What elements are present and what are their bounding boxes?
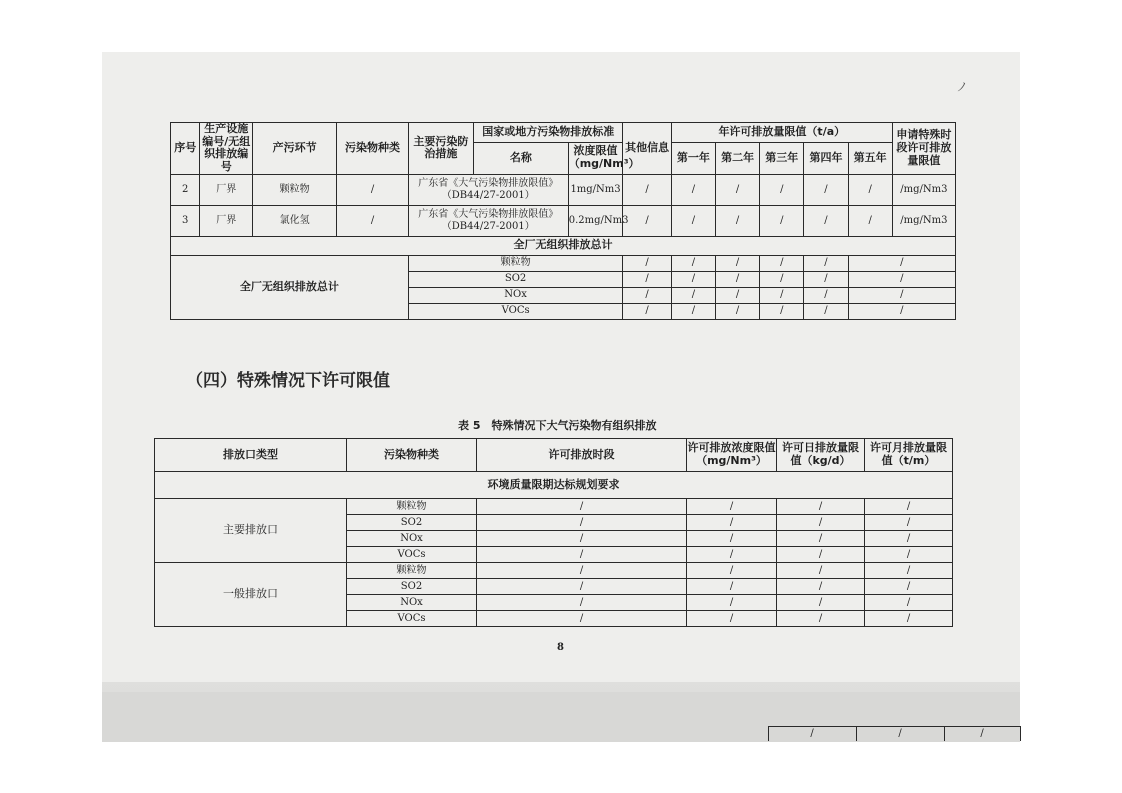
header-year-2: 第二年 <box>715 142 759 174</box>
total-value: / <box>623 287 671 303</box>
header-pollutant: 污染物种类 <box>347 439 477 472</box>
section-heading: （四）特殊情况下许可限值 <box>186 371 390 391</box>
row-pollutant: / <box>337 205 409 236</box>
row-monthly: / <box>865 547 953 563</box>
total-value: / <box>760 303 804 319</box>
row-conc: / <box>687 563 777 579</box>
header-std-name: 名称 <box>474 142 569 174</box>
row-daily: / <box>777 547 865 563</box>
unorganized-emission-table <box>170 122 956 320</box>
row-monthly: / <box>865 563 953 579</box>
total-value: / <box>804 271 848 287</box>
fragment-cell: / <box>768 727 856 742</box>
next-page-strip <box>102 692 1020 742</box>
row-standard-name: 广东省《大气污染物排放限值》（DB44/27-2001） <box>408 174 568 205</box>
total-value: / <box>623 255 671 271</box>
row-pollutant: SO2 <box>347 515 477 531</box>
table-row <box>171 174 956 205</box>
row-monthly: / <box>865 611 953 627</box>
header-other: 其他信息 <box>623 123 671 175</box>
row-conc: / <box>687 499 777 515</box>
row-year-2: / <box>715 174 759 205</box>
row-year-3: / <box>760 205 804 236</box>
row-period: / <box>477 499 687 515</box>
total-value: / <box>623 271 671 287</box>
row-special: /mg/Nm3 <box>892 205 955 236</box>
row-conc: / <box>687 595 777 611</box>
row-daily: / <box>777 611 865 627</box>
row-daily: / <box>777 531 865 547</box>
header-process: 产污环节 <box>253 123 337 175</box>
row-other: / <box>623 205 671 236</box>
table-row <box>171 205 956 236</box>
fragment-cell: / <box>944 727 1020 742</box>
document-page <box>102 52 1020 682</box>
total-value: / <box>623 303 671 319</box>
table-row <box>155 499 953 515</box>
header-facility-id: 生产设施编号/无组织排放编号 <box>200 123 253 175</box>
total-value: / <box>715 287 759 303</box>
band-quality-plan: 环境质量限期达标规划要求 <box>155 472 953 499</box>
row-period: / <box>477 611 687 627</box>
header-year-3: 第三年 <box>760 142 804 174</box>
fragment-cell: / <box>856 727 944 742</box>
row-year-2: / <box>715 205 759 236</box>
row-monthly: / <box>865 579 953 595</box>
row-year-4: / <box>804 174 848 205</box>
header-year-1: 第一年 <box>671 142 715 174</box>
total-label: 全厂无组织排放总计 <box>171 255 409 319</box>
total-value: / <box>715 255 759 271</box>
row-monthly: / <box>865 515 953 531</box>
header-year-4: 第四年 <box>804 142 848 174</box>
row-pollutant: NOx <box>347 595 477 611</box>
header-period: 许可排放时段 <box>477 439 687 472</box>
row-facility: 厂界 <box>200 205 253 236</box>
row-period: / <box>477 563 687 579</box>
total-pollutant: SO2 <box>408 271 623 287</box>
table-caption: 表 5 特殊情况下大气污染物有组织排放 <box>458 419 657 432</box>
total-pollutant: NOx <box>408 287 623 303</box>
row-monthly: / <box>865 499 953 515</box>
header-seq: 序号 <box>171 123 200 175</box>
total-value: / <box>715 271 759 287</box>
header-outlet-type: 排放口类型 <box>155 439 347 472</box>
total-value: / <box>848 287 955 303</box>
total-value: / <box>760 287 804 303</box>
row-period: / <box>477 547 687 563</box>
row-conc: / <box>687 579 777 595</box>
row-standard-name: 广东省《大气污染物排放限值》（DB44/27-2001） <box>408 205 568 236</box>
row-monthly: / <box>865 595 953 611</box>
header-pollutant: 污染物种类 <box>337 123 409 175</box>
row-facility: 厂界 <box>200 174 253 205</box>
row-process: 氯化氢 <box>253 205 337 236</box>
total-value: / <box>671 303 715 319</box>
row-conc: / <box>687 611 777 627</box>
row-special: /mg/Nm3 <box>892 174 955 205</box>
total-value: / <box>671 255 715 271</box>
total-pollutant: VOCs <box>408 303 623 319</box>
row-daily: / <box>777 515 865 531</box>
total-value: / <box>760 255 804 271</box>
row-year-1: / <box>671 205 715 236</box>
total-value: / <box>671 271 715 287</box>
row-year-5: / <box>848 205 892 236</box>
row-year-4: / <box>804 205 848 236</box>
row-year-5: / <box>848 174 892 205</box>
fragment-spacer <box>682 727 768 742</box>
document-photo <box>102 52 1020 742</box>
total-value: / <box>848 271 955 287</box>
row-limit: 0.2mg/Nm3 <box>568 205 623 236</box>
total-value: / <box>715 303 759 319</box>
header-daily-limit: 许可日排放量限值（kg/d） <box>777 439 865 472</box>
row-daily: / <box>777 579 865 595</box>
row-process: 颗粒物 <box>253 174 337 205</box>
band-unorganized-total: 全厂无组织排放总计 <box>171 236 956 255</box>
total-value: / <box>848 255 955 271</box>
row-period: / <box>477 595 687 611</box>
total-value: / <box>804 255 848 271</box>
pen-mark: ノ <box>955 80 968 94</box>
row-pollutant: SO2 <box>347 579 477 595</box>
row-daily: / <box>777 563 865 579</box>
row-pollutant: 颗粒物 <box>347 563 477 579</box>
row-year-3: / <box>760 174 804 205</box>
row-limit: 1mg/Nm3 <box>568 174 623 205</box>
table-row <box>171 255 956 271</box>
total-value: / <box>804 303 848 319</box>
header-monthly-limit: 许可月排放量限值（t/m） <box>865 439 953 472</box>
special-emission-table <box>154 438 953 627</box>
group-label-main: 主要排放口 <box>155 499 347 563</box>
row-period: / <box>477 531 687 547</box>
header-special: 申请特殊时段许可排放量限值 <box>892 123 955 175</box>
row-seq: 3 <box>171 205 200 236</box>
header-measures: 主要污染防治措施 <box>408 123 473 175</box>
row-period: / <box>477 579 687 595</box>
row-pollutant: NOx <box>347 531 477 547</box>
row-seq: 2 <box>171 174 200 205</box>
total-value: / <box>760 271 804 287</box>
header-year-5: 第五年 <box>848 142 892 174</box>
header-std-limit: 浓度限值（mg/Nm³） <box>568 142 623 174</box>
row-other: / <box>623 174 671 205</box>
row-pollutant: 颗粒物 <box>347 499 477 515</box>
page-number: 8 <box>557 642 564 653</box>
next-page-table-fragment <box>682 726 1021 741</box>
row-pollutant: VOCs <box>347 611 477 627</box>
header-standard-group: 国家或地方污染物排放标准 <box>474 123 623 143</box>
total-value: / <box>671 287 715 303</box>
header-conc-limit: 许可排放浓度限值（mg/Nm³） <box>687 439 777 472</box>
group-label-general: 一般排放口 <box>155 563 347 627</box>
row-conc: / <box>687 547 777 563</box>
row-conc: / <box>687 515 777 531</box>
total-value: / <box>804 287 848 303</box>
row-daily: / <box>777 595 865 611</box>
table-row <box>155 563 953 579</box>
header-annual-group: 年许可排放量限值（t/a） <box>671 123 892 143</box>
row-pollutant: VOCs <box>347 547 477 563</box>
row-pollutant: / <box>337 174 409 205</box>
row-monthly: / <box>865 531 953 547</box>
row-conc: / <box>687 531 777 547</box>
row-year-1: / <box>671 174 715 205</box>
total-pollutant: 颗粒物 <box>408 255 623 271</box>
total-value: / <box>848 303 955 319</box>
row-daily: / <box>777 499 865 515</box>
row-period: / <box>477 515 687 531</box>
